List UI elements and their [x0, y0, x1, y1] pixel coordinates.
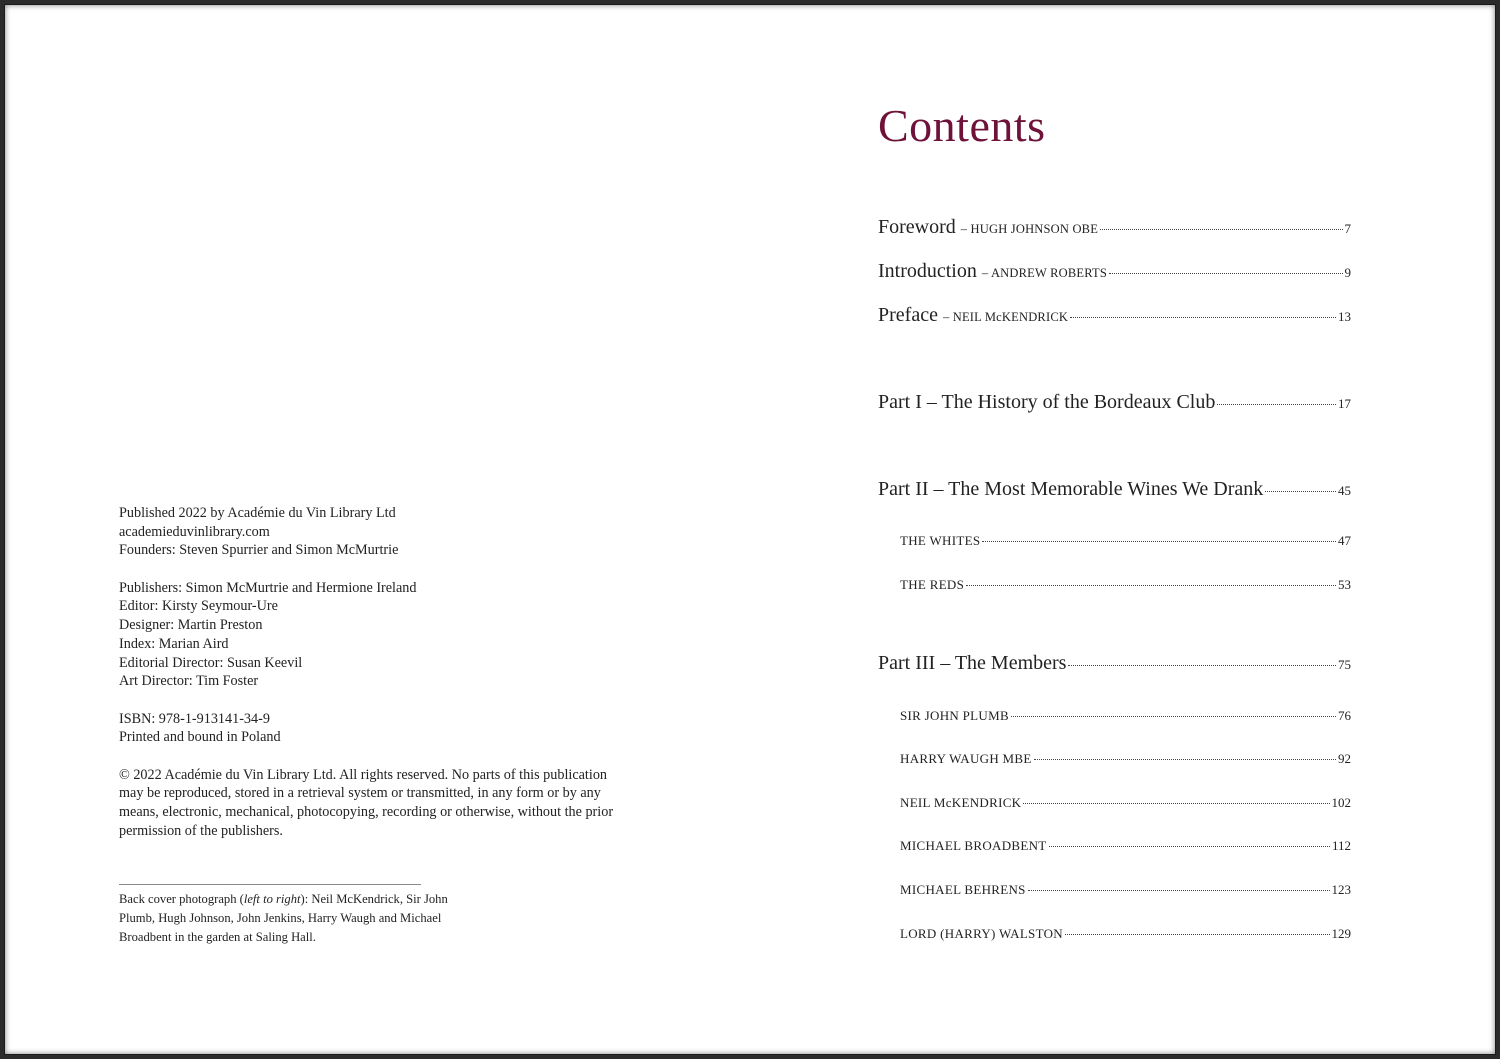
toc-entry-introduction[interactable] — [878, 260, 1351, 283]
toc-page-number: 45 — [1338, 483, 1351, 498]
toc-label: Part I – The History of the Bordeaux Club — [878, 391, 1216, 413]
toc-label: Preface – NEIL McKENDRICK — [878, 304, 1069, 326]
leader-dots — [1100, 229, 1342, 230]
credit-publishers: Publishers: Simon McMurtrie and Hermione Ireland — [119, 579, 417, 596]
toc-entry-harry-waugh[interactable] — [900, 751, 1351, 767]
toc-page-number: 76 — [1338, 708, 1351, 723]
toc-entry-part-1[interactable] — [878, 391, 1351, 414]
leader-dots — [1023, 803, 1329, 804]
credit-designer: Designer: Martin Preston — [119, 617, 263, 634]
toc-page-number: 17 — [1338, 396, 1351, 411]
copyright-notice: © 2022 Académie du Vin Library Ltd. All rights reserved. No parts of this publication may be reproduced, stored in a retrieval system or transmitted, in any form or by any means, electronic, mechanical, photocopying, recording or otherwise, without the prior permission of the publishers. — [119, 766, 614, 839]
toc-page-number: 123 — [1331, 882, 1351, 897]
toc-entry-the-whites[interactable] — [900, 533, 1351, 549]
page-title: Contents — [878, 100, 1046, 151]
toc-page-number: 53 — [1338, 577, 1351, 592]
toc-page-number: 92 — [1338, 751, 1351, 766]
publisher-info — [119, 504, 619, 560]
toc-label: Foreword – HUGH JOHNSON OBE — [878, 216, 1099, 238]
toc-label: HARRY WAUGH MBE — [900, 751, 1032, 766]
leader-dots — [1109, 273, 1342, 274]
toc-page-number: 129 — [1331, 926, 1351, 941]
leader-dots — [1265, 491, 1336, 492]
toc-page-number: 112 — [1331, 838, 1351, 853]
leader-dots — [1034, 759, 1336, 760]
toc-label: SIR JOHN PLUMB — [900, 708, 1009, 723]
leader-dots — [1011, 716, 1336, 717]
toc-label: THE WHITES — [900, 533, 981, 548]
leader-dots — [1049, 846, 1330, 847]
toc-page-number: 102 — [1331, 795, 1351, 810]
toc-label: Introduction – ANDREW ROBERTS — [878, 260, 1108, 282]
leader-dots — [1068, 665, 1336, 666]
publisher-website: academieduvinlibrary.com — [119, 523, 270, 540]
founders-line: Founders: Steven Spurrier and Simon McMurtrie — [119, 542, 399, 559]
credit-index: Index: Marian Aird — [119, 635, 229, 652]
back-cover-caption — [119, 890, 479, 947]
toc-page-number: 13 — [1338, 309, 1351, 324]
toc-entry-foreword[interactable] — [878, 216, 1351, 239]
publisher-line: Published 2022 by Académie du Vin Library Ltd — [119, 505, 396, 521]
caption-text-end: ): Neil McKendrick, Sir John Plumb, Hugh Johnson, John Jenkins, Harry Waugh and Michael Broadbent in the garden at Saling Hall. — [119, 892, 448, 944]
book-spread — [4, 4, 1496, 1055]
toc-entry-neil-mckendrick[interactable] — [900, 795, 1351, 811]
isbn-info — [119, 710, 619, 747]
toc-entry-the-reds[interactable] — [900, 577, 1351, 593]
toc-entry-sir-john-plumb[interactable] — [900, 708, 1351, 724]
leader-dots — [1217, 404, 1336, 405]
credit-art-director: Art Director: Tim Foster — [119, 673, 259, 690]
toc-label: THE REDS — [900, 577, 965, 592]
toc-label: NEIL McKENDRICK — [900, 795, 1022, 810]
toc-label: Part III – The Members — [878, 652, 1067, 674]
toc-entry-lord-harry-walston[interactable] — [900, 926, 1351, 942]
leader-dots — [982, 541, 1336, 542]
toc-page-number: 75 — [1338, 657, 1351, 672]
toc-entry-michael-behrens[interactable] — [900, 882, 1351, 898]
toc-page-number: 47 — [1338, 533, 1351, 548]
caption-italic: left to right — [243, 892, 301, 906]
imprint-block — [119, 504, 619, 840]
toc-label: Part II – The Most Memorable Wines We Drank — [878, 478, 1264, 500]
leader-dots — [1028, 890, 1330, 891]
toc-entry-part-2[interactable] — [878, 478, 1351, 501]
toc-page-number: 7 — [1344, 221, 1351, 236]
leader-dots — [1065, 934, 1330, 935]
toc-entry-michael-broadbent[interactable] — [900, 838, 1351, 854]
credits — [119, 579, 619, 691]
toc-entry-preface[interactable] — [878, 304, 1351, 327]
credit-editorial-director: Editorial Director: Susan Keevil — [119, 654, 303, 671]
leader-dots — [1070, 317, 1336, 318]
printed-line: Printed and bound in Poland — [119, 729, 281, 746]
toc-label: LORD (HARRY) WALSTON — [900, 926, 1063, 941]
toc-entry-part-3[interactable] — [878, 652, 1351, 675]
credit-editor: Editor: Kirsty Seymour-Ure — [119, 598, 278, 615]
toc-page-number: 9 — [1344, 265, 1351, 280]
toc-label: MICHAEL BEHRENS — [900, 882, 1026, 897]
isbn-line: ISBN: 978-1-913141-34-9 — [119, 710, 270, 727]
toc-label: MICHAEL BROADBENT — [900, 838, 1047, 853]
caption-text-start: Back cover photograph ( — [119, 892, 244, 906]
leader-dots — [966, 585, 1336, 586]
caption-divider — [119, 884, 421, 885]
